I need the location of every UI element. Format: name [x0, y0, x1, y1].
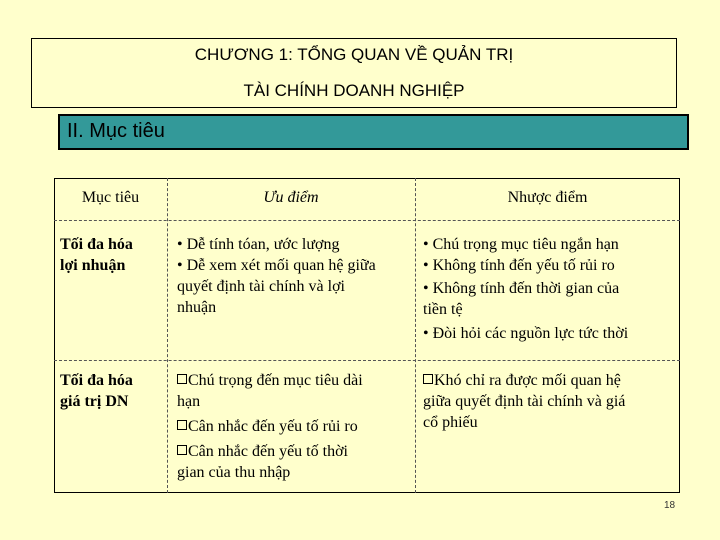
square-bullet-icon — [177, 420, 187, 430]
row-divider — [54, 220, 680, 221]
advantage-item — [177, 416, 363, 437]
advantage-item: quyết định tài chính và lợi — [177, 278, 345, 295]
goal-line: Tối đa hóa — [60, 236, 133, 253]
table-row-1-advantages — [177, 234, 376, 318]
disadvantage-item: cổ phiếu — [423, 414, 478, 431]
advantage-item: • Dễ xem xét mối quan hệ giữa — [177, 257, 376, 274]
row-divider — [54, 360, 680, 361]
advantage-item — [177, 441, 363, 462]
advantage-item — [177, 370, 363, 391]
page-number: 18 — [664, 500, 676, 511]
slide-title-box — [31, 38, 677, 108]
disadvantage-text: Khó chỉ ra được mối quan hệ — [434, 372, 621, 389]
header-disadvantages: Nhược điểm — [507, 189, 588, 206]
slide-title-line-1: CHƯƠNG 1: TỔNG QUAN VỀ QUẢN TRỊ — [194, 45, 514, 64]
table-row-2-goal — [60, 370, 133, 412]
advantage-text: Chú trọng đến mục tiêu dài — [188, 372, 363, 389]
disadvantage-item: giữa quyết định tài chính và giá — [423, 393, 626, 410]
disadvantage-item: • Không tính đến yếu tố rủi ro — [423, 257, 615, 274]
disadvantage-item: • Không tính đến thời gian của — [423, 280, 620, 297]
goal-line: lợi nhuận — [60, 257, 126, 274]
goal-line: Tối đa hóa — [60, 372, 133, 389]
slide-title-line-2: TÀI CHÍNH DOANH NGHIỆP — [243, 81, 465, 100]
section-bar — [58, 114, 689, 150]
disadvantage-item: • Chú trọng mục tiêu ngắn hạn — [423, 236, 619, 253]
table-row-1-disadvantages — [423, 234, 628, 344]
advantage-text: Cân nhắc đến yếu tố thời — [188, 443, 348, 460]
advantage-item: nhuận — [177, 299, 217, 316]
square-bullet-icon — [177, 374, 187, 384]
section-heading: II. Mục tiêu — [67, 120, 165, 142]
advantage-item: • Dễ tính tóan, ước lượng — [177, 236, 340, 253]
header-advantages: Ưu điểm — [263, 189, 319, 206]
column-divider — [167, 178, 168, 493]
disadvantage-item: tiền tệ — [423, 301, 463, 318]
square-bullet-icon — [177, 445, 187, 455]
advantage-item: hạn — [177, 393, 201, 410]
disadvantage-item — [423, 370, 625, 391]
disadvantage-item: • Đòi hỏi các nguồn lực tức thời — [423, 325, 629, 342]
square-bullet-icon — [423, 374, 433, 384]
table-row-1-goal — [60, 234, 133, 276]
table-row-2-advantages — [177, 370, 363, 483]
advantage-text: Cân nhắc đến yếu tố rủi ro — [188, 418, 358, 435]
column-divider — [415, 178, 416, 493]
table-row-2-disadvantages — [423, 370, 625, 433]
header-goal: Mục tiêu — [81, 189, 140, 206]
advantage-item: gian của thu nhập — [177, 464, 291, 481]
goal-line: giá trị DN — [60, 393, 129, 410]
